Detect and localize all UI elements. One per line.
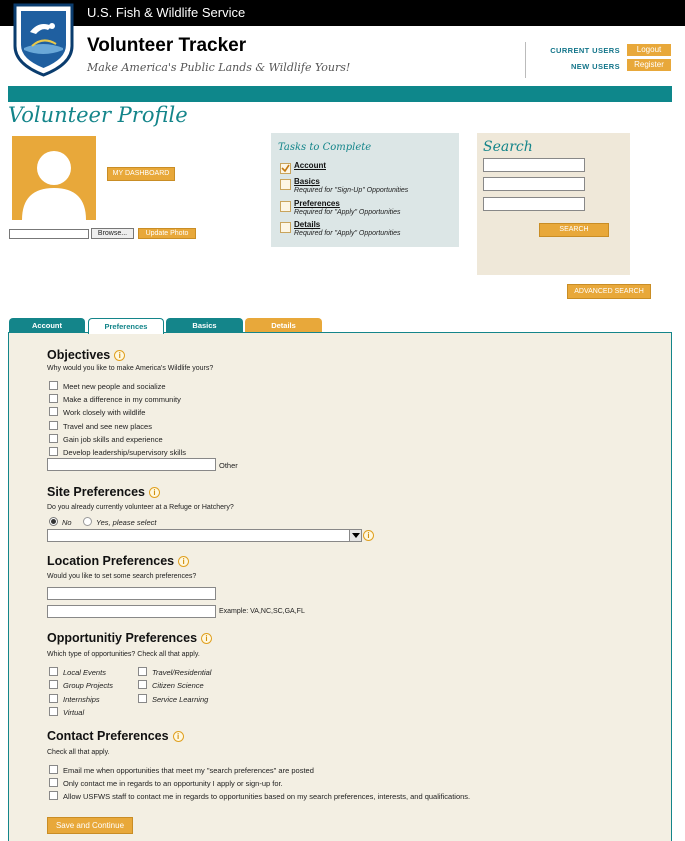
opportunity-checkbox-citizen-science[interactable] <box>138 680 147 689</box>
task-details-link[interactable]: Details <box>294 220 321 229</box>
current-users-link[interactable]: CURRENT USERS <box>550 46 620 55</box>
task-check-account <box>280 163 291 174</box>
contact-checkbox-1[interactable] <box>49 765 58 774</box>
search-input-2[interactable] <box>483 177 585 191</box>
tab-details[interactable]: Details <box>245 318 322 333</box>
update-photo-button[interactable]: Update Photo <box>138 228 196 239</box>
advanced-search-button[interactable]: ADVANCED SEARCH <box>567 284 651 299</box>
task-check-basics <box>280 179 291 190</box>
task-preferences-link[interactable]: Preferences <box>294 199 340 208</box>
objective-checkbox-4[interactable] <box>49 421 58 430</box>
opportunity-checkbox-group-projects[interactable] <box>49 680 58 689</box>
info-icon[interactable]: i <box>149 487 160 498</box>
opportunity-checkbox-internships[interactable] <box>49 694 58 703</box>
task-check-details <box>280 222 291 233</box>
opportunity-question: Which type of opportunities? Check all that apply. <box>47 651 200 658</box>
save-continue-button[interactable]: Save and Continue <box>47 817 133 834</box>
site-radio-no[interactable] <box>49 517 58 526</box>
chevron-down-icon <box>349 530 361 541</box>
contact-label-2: Only contact me in regards to an opportunity I apply or sign-up for. <box>63 779 283 788</box>
teal-banner <box>8 86 672 102</box>
opportunity-label-service-learning: Service Learning <box>152 695 209 704</box>
opportunity-checkbox-service-learning[interactable] <box>138 694 147 703</box>
objectives-subtitle: Why would you like to make America's Wildlife yours? <box>47 365 214 372</box>
task-basics-link[interactable]: Basics <box>294 177 320 186</box>
site-info-icon[interactable]: i <box>363 530 374 541</box>
logout-button[interactable]: Logout <box>627 44 671 56</box>
task-preferences-note: Required for "Apply" Opportunities <box>294 209 401 216</box>
info-icon[interactable]: i <box>178 556 189 567</box>
photo-file-input[interactable] <box>9 229 89 239</box>
tagline: Make America's Public Lands & Wildlife Yours! <box>87 61 351 74</box>
site-question: Do you already currently volunteer at a Refuge or Hatchery? <box>47 504 234 511</box>
opportunity-label-citizen-science: Citizen Science <box>152 681 204 690</box>
location-question: Would you like to set some search preferences? <box>47 573 197 580</box>
objective-other-label: Other <box>219 461 238 470</box>
opportunity-label-group-projects: Group Projects <box>63 681 114 690</box>
site-radio-no-label: No <box>62 518 72 527</box>
contact-heading-text: Contact Preferences <box>47 729 169 743</box>
objective-checkbox-6[interactable] <box>49 447 58 456</box>
objective-checkbox-5[interactable] <box>49 434 58 443</box>
new-users-link[interactable]: NEW USERS <box>570 62 620 71</box>
opportunity-checkbox-local-events[interactable] <box>49 667 58 676</box>
tasks-panel <box>271 133 459 247</box>
objective-label-2: Make a difference in my community <box>63 395 181 404</box>
site-heading <box>47 485 160 499</box>
objectives-heading-text: Objectives <box>47 348 111 362</box>
checkmark-icon <box>281 164 290 173</box>
tasks-title: Tasks to Complete <box>278 142 372 153</box>
objectives-heading <box>47 348 125 362</box>
contact-label-3: Allow USFWS staff to contact me in regards to opportunities based on my search preferences, interests, and qualifications. <box>63 792 471 801</box>
search-title: Search <box>483 139 533 155</box>
app-title: Volunteer Tracker <box>87 35 247 56</box>
usfws-logo <box>12 2 75 77</box>
search-button[interactable]: SEARCH <box>539 223 609 237</box>
objective-label-1: Meet new people and socialize <box>63 382 166 391</box>
objective-checkbox-3[interactable] <box>49 407 58 416</box>
objective-label-4: Travel and see new places <box>63 422 152 431</box>
opportunity-label-travel: Travel/Residential <box>152 668 212 677</box>
header-divider <box>525 42 526 78</box>
browse-button[interactable]: Browse... <box>91 228 134 239</box>
tab-account[interactable]: Account <box>9 318 85 333</box>
opportunity-heading <box>47 631 212 645</box>
user-silhouette-icon <box>12 136 96 220</box>
objective-other-input[interactable] <box>47 458 216 471</box>
tab-basics[interactable]: Basics <box>166 318 243 333</box>
location-example: Example: VA,NC,SC,GA,FL <box>219 608 305 615</box>
opportunity-label-internships: Internships <box>63 695 100 704</box>
site-heading-text: Site Preferences <box>47 485 145 499</box>
search-input-3[interactable] <box>483 197 585 211</box>
objective-label-5: Gain job skills and experience <box>63 435 163 444</box>
objective-label-6: Develop leadership/supervisory skills <box>63 448 186 457</box>
location-heading <box>47 554 189 568</box>
info-icon[interactable]: i <box>114 350 125 361</box>
opportunity-label-local-events: Local Events <box>63 668 106 677</box>
objective-label-3: Work closely with wildlife <box>63 408 146 417</box>
site-radio-yes[interactable] <box>83 517 92 526</box>
info-icon[interactable]: i <box>173 731 184 742</box>
agency-name: U.S. Fish & Wildlife Service <box>87 5 246 20</box>
contact-question: Check all that apply. <box>47 749 110 756</box>
contact-checkbox-2[interactable] <box>49 778 58 787</box>
site-radio-yes-label: Yes, please select <box>96 518 157 527</box>
location-heading-text: Location Preferences <box>47 554 175 568</box>
avatar <box>12 136 96 220</box>
objective-checkbox-2[interactable] <box>49 394 58 403</box>
opportunity-label-virtual: Virtual <box>63 708 85 717</box>
location-input-1[interactable] <box>47 587 216 600</box>
contact-checkbox-3[interactable] <box>49 791 58 800</box>
search-input-1[interactable] <box>483 158 585 172</box>
my-dashboard-button[interactable]: MY DASHBOARD <box>107 167 175 181</box>
search-panel <box>477 133 630 275</box>
contact-heading <box>47 729 184 743</box>
opportunity-checkbox-virtual[interactable] <box>49 707 58 716</box>
site-select[interactable] <box>47 529 362 542</box>
register-button[interactable]: Register <box>627 59 671 71</box>
task-check-preferences <box>280 201 291 212</box>
info-icon[interactable]: i <box>201 633 212 644</box>
task-details-note: Required for "Apply" Opportunities <box>294 230 401 237</box>
opportunity-checkbox-travel[interactable] <box>138 667 147 676</box>
page-title: Volunteer Profile <box>8 103 188 127</box>
opportunity-heading-text: Opportunitiy Preferences <box>47 631 198 645</box>
task-account-link[interactable]: Account <box>294 161 326 170</box>
objective-checkbox-1[interactable] <box>49 381 58 390</box>
task-basics-note: Required for "Sign-Up" Opportunities <box>294 187 409 194</box>
location-input-2[interactable] <box>47 605 216 618</box>
contact-label-1: Email me when opportunities that meet my "search preferences" are posted <box>63 766 314 775</box>
tab-preferences[interactable]: Preferences <box>88 318 164 334</box>
